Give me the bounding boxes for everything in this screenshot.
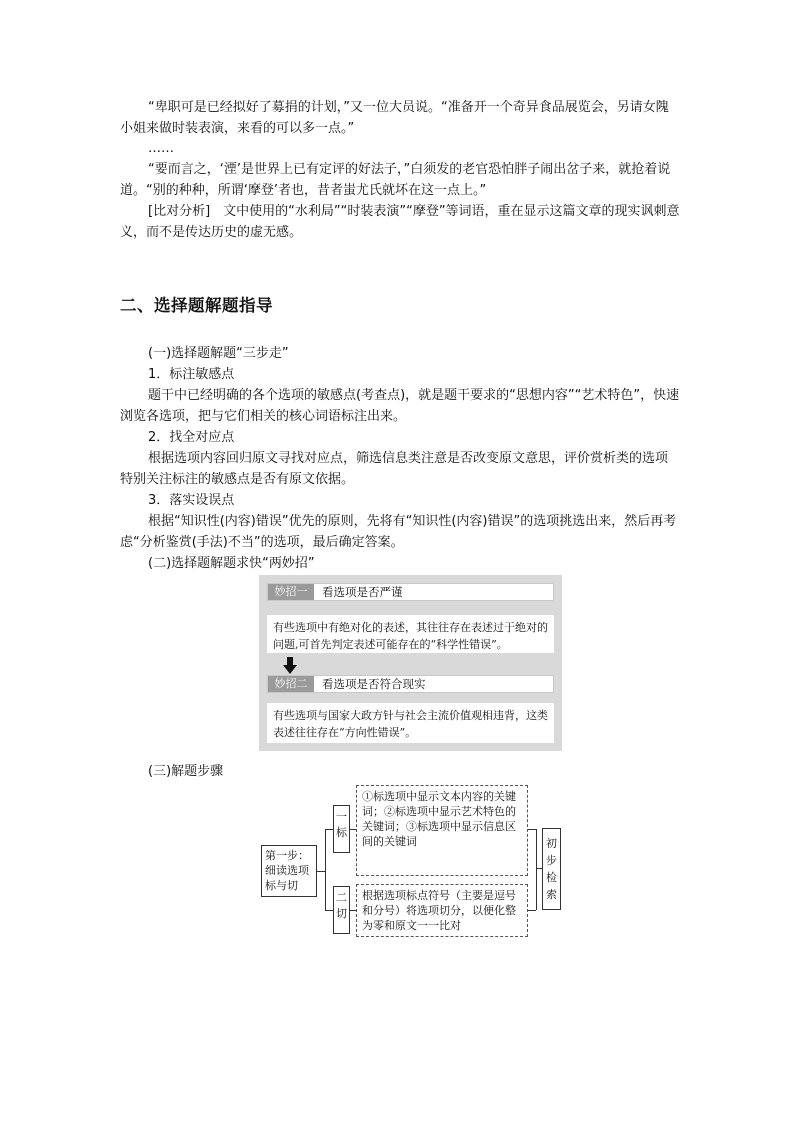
connector — [325, 829, 333, 830]
analysis-paragraph: [比对分析] 文中使用的“水利局”“时装表演”“摩登”等词语，重在显示这篇文章的现实讽刺意义，而不是传达历史的虚无感。 — [120, 204, 680, 240]
arrow-down-icon — [283, 657, 297, 674]
tip1-bar — [267, 583, 554, 601]
step2-title: 2．找全对应点 — [148, 430, 235, 445]
step3-title: 3．落实设误点 — [148, 493, 235, 508]
diagram-step-box: 第一步：细读选项标与切 — [261, 845, 317, 897]
step1-title: 1．标注敏感点 — [148, 367, 235, 382]
connector — [317, 871, 325, 872]
section-heading: 二、选择题解题指导 — [120, 296, 273, 315]
intro-paragraph-2: “要而言之，‘湮’是世界上已有定评的好法子，”白须发的老官恐怕胖子闹出岔子来，就抢着说道。“别的种种，所谓‘摩登’者也，昔者蚩尤氏就坏在这一点上。” — [120, 162, 671, 198]
tips-box — [259, 575, 562, 751]
intro-paragraph-1: “卑职可是已经拟好了募捐的计划，”又一位大员说。“准备开一个奇异食品展览会，另请女隗小姐来做时装表演，来看的可以多一点。” — [120, 100, 669, 136]
tip1-tag: 妙招一 — [268, 584, 314, 600]
connector — [528, 910, 536, 911]
subheading-two-tricks: (二)选择题解题求快“两妙招” — [148, 556, 315, 571]
tip2-bar — [267, 675, 554, 693]
ellipsis: …… — [148, 141, 174, 156]
tip2-tag: 妙招二 — [268, 676, 314, 692]
connector — [325, 910, 333, 911]
subheading-three-steps: (一)选择题解题“三步走” — [148, 346, 289, 361]
diagram-result-box: 初步检索 — [542, 828, 561, 910]
connector — [528, 829, 536, 830]
tip1-body: 有些选项中有绝对化的表述，其往往存在表述过于绝对的问题,可首先判定表述可能存在的“科学性错误”。 — [267, 615, 554, 653]
connector — [536, 829, 537, 910]
step3-body: 根据“知识性(内容)错误”优先的原则，先将有“知识性(内容)错误”的选项挑选出来，然后再考虑“分析鉴赏(手法)不当”的选项，最后确定答案。 — [120, 514, 677, 550]
step1-body: 题干中已经明确的各个选项的敏感点(考查点)，就是题干要求的“思想内容”“艺术特色”，快速浏览各选项，把与它们相关的核心词语标注出来。 — [120, 388, 680, 424]
subheading-steps: (三)解题步骤 — [148, 764, 224, 779]
diagram-cut-text: 根据选项标点符号（主要是逗号和分号）将选项切分，以便化整为零和原文一一比对 — [356, 884, 528, 937]
diagram-mark-items: ①标选项中显示文本内容的关键词；②标选项中显示艺术特色的关键词；③标选项中显示信息区间的关键词 — [356, 785, 528, 876]
diagram-branch-mark: 一标 — [333, 805, 350, 853]
connector — [325, 829, 326, 910]
step2-body: 根据选项内容回归原文寻找对应点，筛选信息类注意是否改变原文意思，评价赏析类的选项特别关注标注的敏感点是否有原文依据。 — [120, 451, 669, 487]
diagram-branch-cut: 二切 — [333, 886, 350, 934]
tip2-body: 有些选项与国家大政方针与社会主流价值观相违背，这类表述往往存在“方向性错误”。 — [267, 703, 554, 743]
tip1-title: 看选项是否严谨 — [322, 585, 403, 599]
tip2-title: 看选项是否符合现实 — [322, 677, 426, 691]
